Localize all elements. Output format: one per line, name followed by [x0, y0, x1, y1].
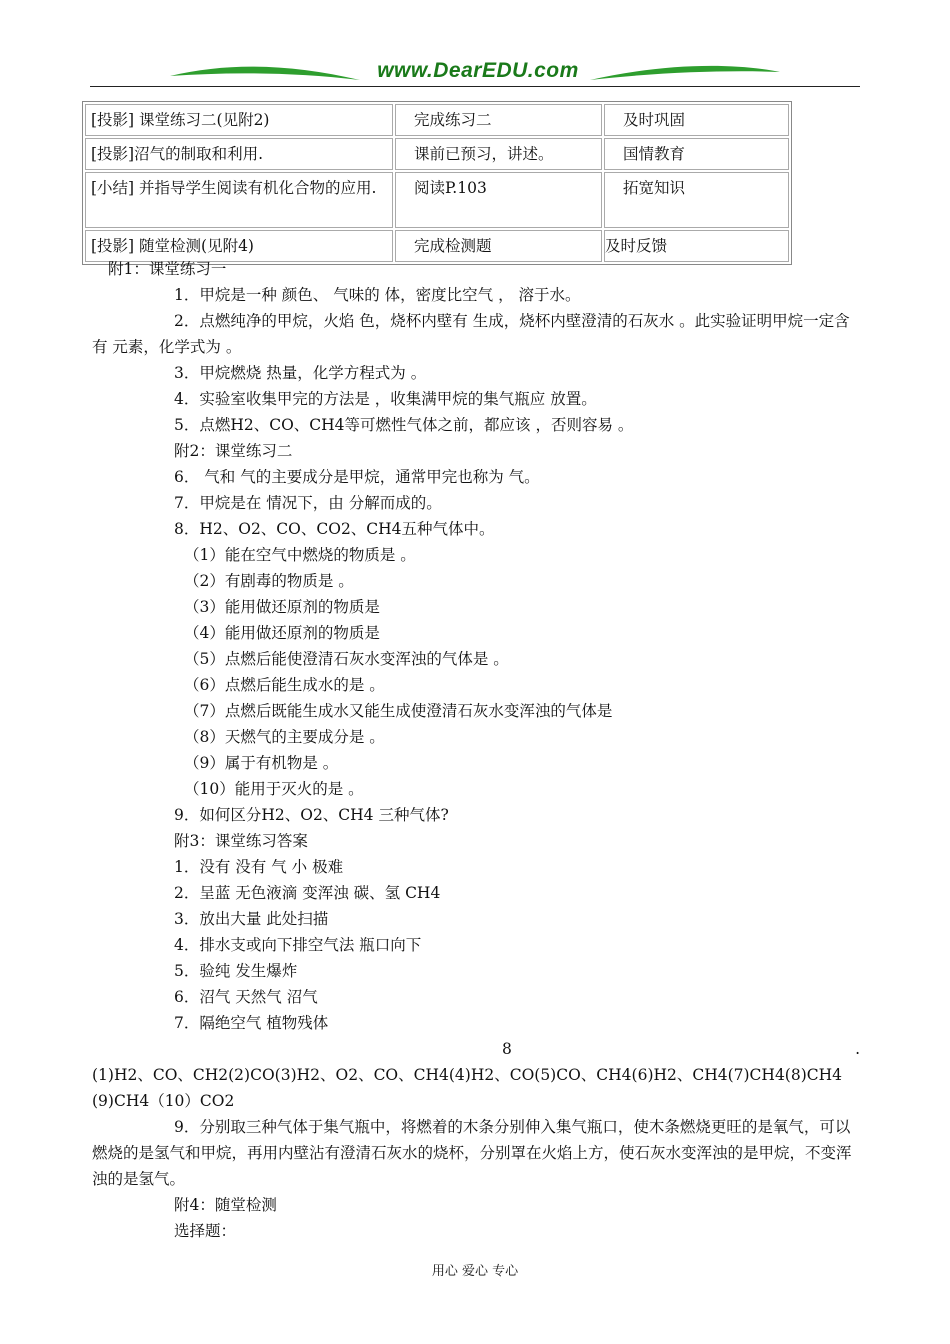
page-header: [90, 58, 860, 90]
question: 4．实验室收集甲完的方法是 ，收集满甲烷的集气瓶应 放置。: [174, 390, 597, 408]
section-title: 附4：随堂检测: [174, 1196, 277, 1214]
sub-question: （9）属于有机物是 。: [184, 754, 339, 772]
table-cell: [投影]沼气的制取和利用.: [85, 138, 393, 170]
sub-question: （4）能用做还原剂的物质是: [184, 624, 380, 642]
table-cell: 完成练习二: [395, 104, 602, 136]
answer: (1)H2、CO、CH2(2)CO(3)H2、O2、CO、CH4(4)H2、CO(5)CO、CH4(6)H2、CH4(7)CH4(8)CH4(9)CH4（10）CO2: [92, 1066, 842, 1110]
sub-question: （7）点燃后既能生成水又能生成使澄清石灰水变浑浊的气体是: [184, 702, 613, 720]
question: 6． 气和 气的主要成分是甲烷，通常甲完也称为 气。: [174, 468, 540, 486]
section-title: 附2：课堂练习二: [174, 442, 293, 460]
question: 8．H2、O2、CO、CO2、CH4五种气体中。: [174, 520, 495, 538]
table-row: [85, 138, 789, 170]
sub-question: （3）能用做还原剂的物质是: [184, 598, 380, 616]
table-cell: 阅读P.103: [395, 172, 602, 228]
sub-question: （1）能在空气中燃烧的物质是 。: [184, 546, 416, 564]
table-cell: 课前已预习，讲述。: [395, 138, 602, 170]
answer: 1．没有 没有 气 小 极难: [174, 858, 344, 876]
answer: 2．呈蓝 无色液滴 变浑浊 碳、氢 CH4: [174, 884, 441, 902]
section-title: 附1：课堂练习一: [108, 260, 227, 278]
section-title: 附3：课堂练习答案: [174, 832, 308, 850]
sub-question: （2）有剧毒的物质是 。: [184, 572, 354, 590]
table-cell: 完成检测题: [395, 230, 602, 262]
sub-question: （8）天燃气的主要成分是 。: [184, 728, 385, 746]
answer: 5．验纯 发生爆炸: [174, 962, 298, 980]
answer: 7．隔绝空气 植物残体: [174, 1014, 329, 1032]
table-cell: [小结] 并指导学生阅读有机化合物的应用.: [85, 172, 393, 228]
answer-dot: .: [855, 1040, 860, 1058]
answer-8-header: [92, 1036, 860, 1062]
table-cell: 及时巩固: [604, 104, 789, 136]
header-divider: [90, 86, 860, 87]
page-footer: 用心 爱心 专心: [431, 1264, 519, 1279]
question: 3．甲烷燃烧 热量，化学方程式为 。: [174, 364, 427, 382]
question: 5．点燃H2、CO、CH4等可燃性气体之前，都应该 ，否则容易 。: [174, 416, 634, 434]
sub-heading: 选择题：: [174, 1222, 237, 1240]
table-cell: 及时反馈: [604, 230, 789, 262]
table-row: [85, 172, 789, 228]
question: 7．甲烷是在 情况下，由 分解而成的。: [174, 494, 442, 512]
answer-number: 8: [502, 1040, 512, 1058]
lesson-plan-table: [82, 101, 792, 265]
answer: 6．沼气 天然气 沼气: [174, 988, 318, 1006]
logo-text: www.DearEDU.com: [377, 59, 579, 82]
answer: 3．放出大量 此处扫描: [174, 910, 329, 928]
sub-question: （6）点燃后能生成水的是 。: [184, 676, 385, 694]
document-body: [92, 256, 860, 1244]
question: 9．如何区分H2、O2、CH4 三种气体?: [174, 806, 449, 824]
table-cell: 国情教育: [604, 138, 789, 170]
question: 1．甲烷是一种 颜色、 气味的 体，密度比空气 ， 溶于水。: [174, 286, 581, 304]
table-row: [85, 104, 789, 136]
sub-question: （5）点燃后能使澄清石灰水变浑浊的气体是 。: [184, 650, 509, 668]
question: 2．点燃纯净的甲烷，火焰 色，烧杯内壁有 生成，烧杯内壁澄清的石灰水 。此实验证明甲烷一定含有 元素，化学式为 。: [92, 312, 850, 356]
sub-question: （10）能用于灭火的是 。: [184, 780, 364, 798]
answer: 9．分别取三种气体于集气瓶中，将燃着的木条分别伸入集气瓶口，使木条燃烧更旺的是氧气，可以燃烧的是氢气和甲烷，再用内壁沾有澄清石灰水的烧杯，分别罩在火焰上方，使石灰水变浑浊的是甲烷，不变浑浊的是氢气。: [92, 1118, 852, 1188]
answer: 4．排水支或向下排空气法 瓶口向下: [174, 936, 422, 954]
table-cell: 拓宽知识: [604, 172, 789, 228]
table-cell: [投影] 随堂检测(见附4): [85, 230, 393, 262]
table-cell: [投影] 课堂练习二(见附2): [85, 104, 393, 136]
